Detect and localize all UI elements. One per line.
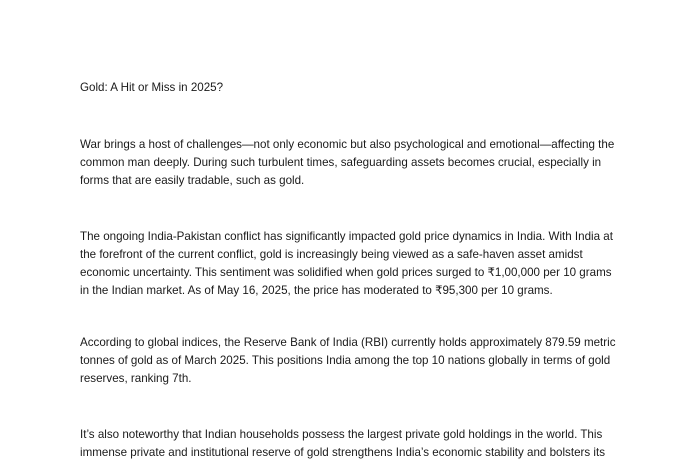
paragraph-line: It’s also noteworthy that Indian households possess the largest private gold holdings in the world. This <box>80 428 603 441</box>
paragraph-line: in the Indian market. As of May 16, 2025, the price has moderated to ₹95,300 per 10 grams. <box>80 284 553 297</box>
paragraph-line: reserves, ranking 7th. <box>80 372 192 385</box>
paragraph-line: The ongoing India-Pakistan conflict has significantly impacted gold price dynamics in India. With India at <box>80 230 613 243</box>
paragraph-line: the forefront of the current conflict, gold is increasingly being viewed as a safe-haven asset amidst <box>80 248 583 261</box>
paragraph-line: forms that are easily tradable, such as gold. <box>80 174 305 187</box>
paragraph-line: immense private and institutional reserve of gold strengthens India’s economic stability and bolsters its <box>80 446 605 459</box>
paragraph-line: economic uncertainty. This sentiment was solidified when gold prices surged to ₹1,00,000 per 10 grams <box>80 266 612 279</box>
paragraph-line: tonnes of gold as of March 2025. This positions India among the top 10 nations globally in terms of gold <box>80 354 611 367</box>
paragraph-line: common man deeply. During such turbulent times, safeguarding assets becomes crucial, especially in <box>80 156 602 169</box>
paragraph-line: According to global indices, the Reserve Bank of India (RBI) currently holds approximately 879.59 metric <box>80 336 616 349</box>
paragraph-line: War brings a host of challenges—not only economic but also psychological and emotional—affecting the <box>80 138 615 151</box>
document-title: Gold: A Hit or Miss in 2025? <box>80 81 224 94</box>
